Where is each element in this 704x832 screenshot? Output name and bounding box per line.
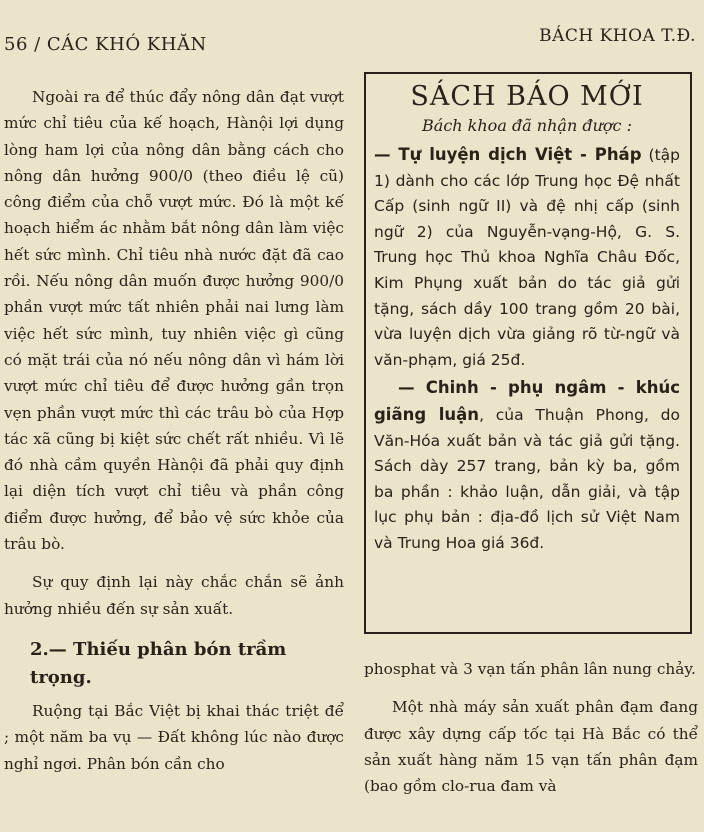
new-books-box xyxy=(364,72,692,634)
section-heading: 2.— Thiếu phân bón trầm trọng. xyxy=(30,638,287,688)
box-title: SÁCH BÁO MỚI xyxy=(410,81,644,112)
right-paragraph-1: phosphat và 3 vạn tấn phân lân nung chảy. xyxy=(364,660,696,678)
book-entry-2-body: , của Thuận Phong, do Văn-Hóa xuất bản và tác giả gửi tặng. Sách dày 257 trang, bản kỳ ba, gồm ba phần : khảo luận, dẫn giải, và tập lục phụ bản : địa-đồ lịch sử Việt Nam và Trung Hoa giá 36đ. xyxy=(374,405,681,552)
left-column xyxy=(4,84,344,777)
page-header-left: 56 / CÁC KHÓ KHĂN xyxy=(4,34,207,55)
box-subtitle: Bách khoa đã nhận được : xyxy=(422,116,632,135)
left-paragraph-3: Ruộng tại Bắc Việt bị khai thác triệt để ; một năm ba vụ — Đất không lúc nào được nghỉ ngơi. Phân bón cần cho xyxy=(4,701,344,773)
book-entry-2-title: — Chinh - phụ ngâm - khúc giãng luận xyxy=(374,378,680,424)
page-header-right: BÁCH KHOA T.Đ. xyxy=(539,26,696,46)
book-entry-1 xyxy=(374,142,680,373)
book-entry-1-body: (tập 1) dành cho các lớp Trung học Đệ nhất Cấp (sinh ngữ II) và đệ nhị cấp (sinh ngữ 2) của Nguyễn-vạng-Hộ, G. S. Trung học Thủ khoa Nghĩa Châu Đốc, Kim Phụng xuất bản do tác giả gửi tặng, sách dầy 100 trang gồm 20 bài, vừa luyện dịch vừa giảng rõ từ-ngữ và văn-phạm, giá 25đ. xyxy=(374,146,681,369)
left-paragraph-2: Sự quy định lại này chắc chắn sẽ ảnh hưởng nhiều đến sự sản xuất. xyxy=(4,573,344,618)
left-paragraph-1: Ngoài ra để thúc đẩy nông dân đạt vượt mức chỉ tiêu của kế hoạch, Hànội lợi dụng lòng ham lợi của nông dân bằng cách cho nông dân hưởng 900/0 (theo điều lệ cũ) công điểm của chỗ vượt mức. Đó là một kế hoạch hiểm ác nhằm bắt nông dân làm việc hết sức mình. Chỉ tiêu nhà nước đặt đã cao rồi. Nếu nông dân muốn được hưởng 900/0 phần vượt mức tất nhiên phải nai lưng làm việc hết sức mình, tuy nhiên việc gì cũng có mặt trái của nó nếu nông dân vì hám lời vượt mức chỉ tiêu để được hưởng gần trọn vẹn phần vượt mức thì các trâu bò của Hợp tác xã cũng bị kiệt sức chết rất nhiều. Vì lẽ đó nhà cầm quyền Hànội đã phải quy định lại diện tích vượt chỉ tiêu và phần công điểm được hưởng, để bảo vệ sức khỏe của trâu bò. xyxy=(4,88,344,554)
book-entry-1-title: — Tự luyện dịch Việt - Pháp xyxy=(374,145,642,164)
right-column xyxy=(364,656,698,799)
right-paragraph-2: Một nhà máy sản xuất phân đạm đang được xây dựng cấp tốc tại Hà Bắc có thể sản xuất hàng năm 15 vạn tấn phân đạm (bao gồm clo-rua đam và xyxy=(364,698,698,796)
book-entry-2 xyxy=(374,375,680,556)
